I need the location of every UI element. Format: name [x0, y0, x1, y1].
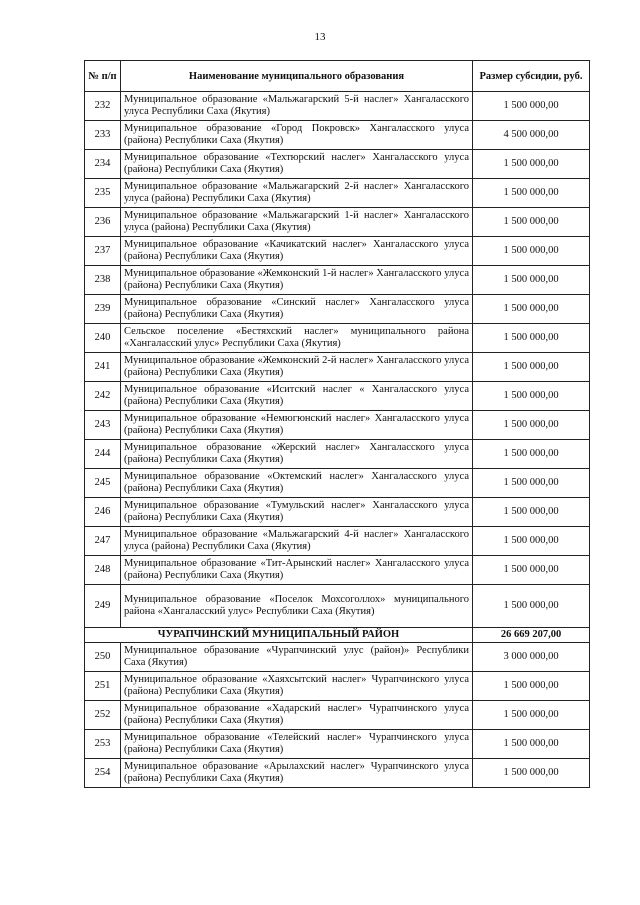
row-amount: 1 500 000,00 [473, 498, 590, 527]
section-row [85, 628, 590, 643]
row-name: Муниципальное образование «Чурапчинский улус (район)» Республики Саха (Якутия) [121, 643, 473, 672]
table-body-churapchinsky [85, 643, 590, 788]
row-name: Муниципальное образование «Иситский наслег « Хангаласского улуса (района) Республики Саха (Якутия) [121, 382, 473, 411]
row-amount: 1 500 000,00 [473, 179, 590, 208]
row-number: 240 [85, 324, 121, 353]
row-name: Муниципальное образование «Жерский наслег» Хангаласского улуса (района) Республики Саха (Якутия) [121, 440, 473, 469]
row-amount: 1 500 000,00 [473, 295, 590, 324]
table-row [85, 411, 590, 440]
table-row [85, 353, 590, 382]
table-header-row [85, 61, 590, 92]
row-amount: 1 500 000,00 [473, 150, 590, 179]
row-amount: 1 500 000,00 [473, 208, 590, 237]
table-row [85, 295, 590, 324]
table-row [85, 440, 590, 469]
row-number: 234 [85, 150, 121, 179]
row-number: 237 [85, 237, 121, 266]
table-body-hangalassky [85, 92, 590, 628]
table-row [85, 498, 590, 527]
row-amount: 1 500 000,00 [473, 556, 590, 585]
table-row [85, 759, 590, 788]
row-number: 250 [85, 643, 121, 672]
row-number: 238 [85, 266, 121, 295]
row-number: 246 [85, 498, 121, 527]
row-number: 251 [85, 672, 121, 701]
row-name: Муниципальное образование «Мальжагарский 2-й наслег» Хангаласского улуса (района) Республики Саха (Якутия) [121, 179, 473, 208]
row-amount: 1 500 000,00 [473, 730, 590, 759]
row-number: 232 [85, 92, 121, 121]
table-row [85, 730, 590, 759]
row-number: 241 [85, 353, 121, 382]
table-row [85, 643, 590, 672]
row-number: 233 [85, 121, 121, 150]
table-row [85, 237, 590, 266]
row-amount: 1 500 000,00 [473, 237, 590, 266]
row-number: 244 [85, 440, 121, 469]
row-amount: 1 500 000,00 [473, 701, 590, 730]
table-row [85, 672, 590, 701]
row-amount: 1 500 000,00 [473, 527, 590, 556]
row-number: 253 [85, 730, 121, 759]
row-name: Муниципальное образование «Поселок Мохсоголлох» муниципального района «Хангаласский улус» Республики Саха (Якутия) [121, 585, 473, 628]
row-amount: 1 500 000,00 [473, 440, 590, 469]
row-number: 254 [85, 759, 121, 788]
row-amount: 1 500 000,00 [473, 585, 590, 628]
subsidy-table [84, 60, 590, 788]
row-name: Муниципальное образование «Хаяхсытский наслег» Чурапчинского улуса (района) Республики Саха (Якутия) [121, 672, 473, 701]
row-name: Муниципальное образование «Мальжагарский 5-й наслег» Хангаласского улуса Республики Саха (Якутия) [121, 92, 473, 121]
row-name: Муниципальное образование «Тит-Арынский наслег» Хангаласского улуса (района) Республики Саха (Якутия) [121, 556, 473, 585]
row-amount: 3 000 000,00 [473, 643, 590, 672]
table-row [85, 556, 590, 585]
row-number: 249 [85, 585, 121, 628]
row-name: Муниципальное образование «Немюгюнский наслег» Хангаласского улуса (района) Республики Саха (Якутия) [121, 411, 473, 440]
row-number: 235 [85, 179, 121, 208]
row-name: Муниципальное образование «Город Покровск» Хангаласского улуса (района) Республики Саха (Якутия) [121, 121, 473, 150]
row-name: Муниципальное образование «Техтюрский наслег» Хангаласского улуса (района) Республики Саха (Якутия) [121, 150, 473, 179]
row-amount: 1 500 000,00 [473, 759, 590, 788]
table-row [85, 701, 590, 730]
row-amount: 1 500 000,00 [473, 353, 590, 382]
row-number: 236 [85, 208, 121, 237]
table-row [85, 179, 590, 208]
table-row [85, 266, 590, 295]
header-name: Наименование муниципального образования [121, 61, 473, 92]
row-number: 242 [85, 382, 121, 411]
section-title: ЧУРАПЧИНСКИЙ МУНИЦИПАЛЬНЫЙ РАЙОН [85, 628, 473, 643]
row-amount: 1 500 000,00 [473, 382, 590, 411]
row-amount: 4 500 000,00 [473, 121, 590, 150]
table-section [85, 628, 590, 643]
header-number: № п/п [85, 61, 121, 92]
row-amount: 1 500 000,00 [473, 324, 590, 353]
table-row [85, 527, 590, 556]
row-name: Сельское поселение «Бестяхский наслег» муниципального района «Хангаласский улус» Республики Саха (Якутия) [121, 324, 473, 353]
table-row [85, 208, 590, 237]
row-name: Муниципальное образование «Октемский наслег» Хангаласского улуса (района) Республики Саха (Якутия) [121, 469, 473, 498]
row-amount: 1 500 000,00 [473, 266, 590, 295]
row-number: 247 [85, 527, 121, 556]
table-row [85, 92, 590, 121]
row-name: Муниципальное образование «Мальжагарский 1-й наслег» Хангаласского улуса (района) Республики Саха (Якутия) [121, 208, 473, 237]
table-row [85, 150, 590, 179]
row-amount: 1 500 000,00 [473, 672, 590, 701]
row-name: Муниципальное образование «Жемконский 2-й наслег» Хангаласского улуса (района) Республики Саха (Якутия) [121, 353, 473, 382]
row-name: Муниципальное образование «Хадарский наслег» Чурапчинского улуса (района) Республики Саха (Якутия) [121, 701, 473, 730]
row-name: Муниципальное образование «Качикатский наслег» Хангаласского улуса (района) Республики Саха (Якутия) [121, 237, 473, 266]
section-amount: 26 669 207,00 [473, 628, 590, 643]
row-amount: 1 500 000,00 [473, 411, 590, 440]
table-row [85, 382, 590, 411]
row-name: Муниципальное образование «Синский наслег» Хангаласского улуса (района) Республики Саха (Якутия) [121, 295, 473, 324]
row-name: Муниципальное образование «Арылахский наслег» Чурапчинского улуса (района) Республики Саха (Якутия) [121, 759, 473, 788]
row-name: Муниципальное образование «Мальжагарский 4-й наслег» Хангаласского улуса (района) Республики Саха (Якутия) [121, 527, 473, 556]
page-number: 13 [314, 31, 326, 43]
row-number: 243 [85, 411, 121, 440]
table-row [85, 121, 590, 150]
row-name: Муниципальное образование «Тумульский наслег» Хангаласского улуса (района) Республики Саха (Якутия) [121, 498, 473, 527]
row-number: 248 [85, 556, 121, 585]
table-row [85, 585, 590, 628]
table-row [85, 469, 590, 498]
row-name: Муниципальное образование «Телейский наслег» Чурапчинского улуса (района) Республики Саха (Якутия) [121, 730, 473, 759]
header-amount: Размер субсидии, руб. [473, 61, 590, 92]
row-number: 252 [85, 701, 121, 730]
row-amount: 1 500 000,00 [473, 92, 590, 121]
row-number: 239 [85, 295, 121, 324]
row-amount: 1 500 000,00 [473, 469, 590, 498]
row-name: Муниципальное образование «Жемконский 1-й наслег» Хангаласского улуса (района) Республики Саха (Якутия) [121, 266, 473, 295]
table-row [85, 324, 590, 353]
row-number: 245 [85, 469, 121, 498]
